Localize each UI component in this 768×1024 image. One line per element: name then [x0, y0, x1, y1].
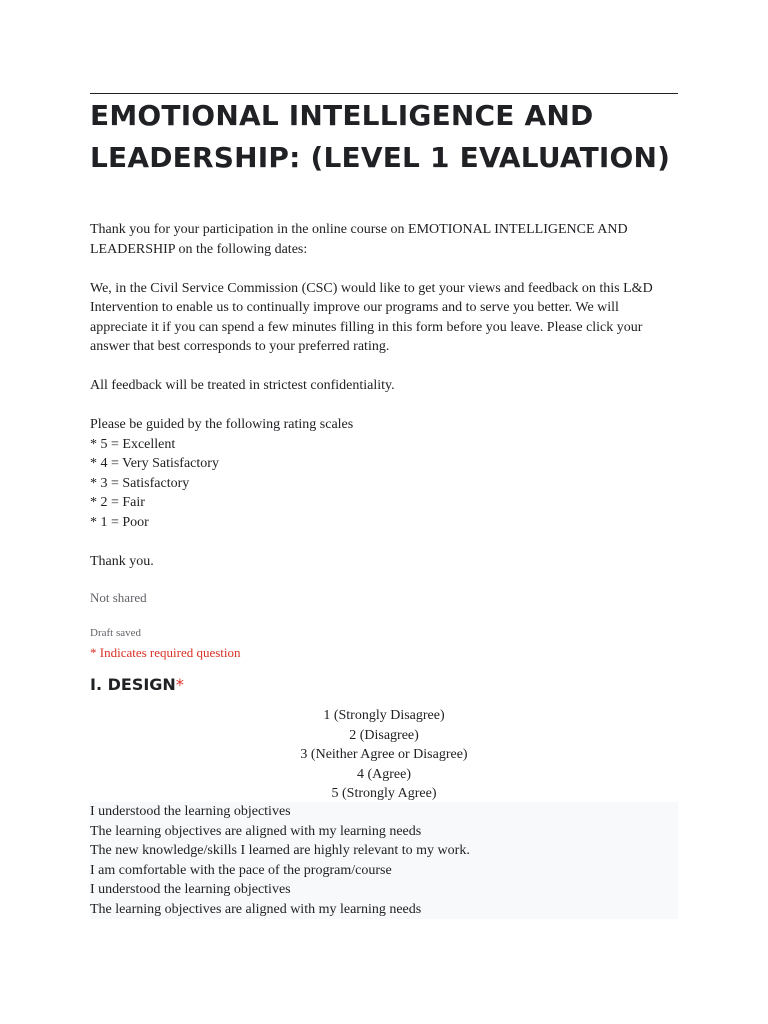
required-question-note: * Indicates required question [90, 645, 241, 660]
section-title-text: I. DESIGN [90, 675, 176, 694]
grid-row-label: The learning objectives are aligned with my learning needs [90, 901, 422, 917]
required-asterisk: * [175, 675, 184, 694]
draft-status: Draft saved [90, 627, 142, 639]
grid-column-headers [90, 706, 678, 804]
grid-row-label: I understood the learning objectives [90, 882, 291, 897]
description-request: We, in the Civil Service Commission (CSC) would like to get your views and feedback on this L&D Intervention to enable us to continually improve our programs and to serve you better. We will appreciate it if you can spend a few minutes filling in this form before you leave. Please click your answer that best corresponds to your preferred rating. [90, 280, 653, 354]
grid-row-label: The new knowledge/skills I learned are highly relevant to my work. [90, 843, 470, 858]
account-status: Not shared [90, 590, 147, 605]
title-divider [90, 93, 678, 94]
column-header-2: 2 (Disagree) [349, 727, 419, 743]
rating-scale-2: * 2 = Fair [90, 495, 145, 510]
column-header-4: 4 (Agree) [356, 766, 412, 782]
column-header-1: 1 (Strongly Disagree) [323, 708, 445, 723]
rating-scale-3: * 3 = Satisfactory [90, 475, 190, 491]
rating-scale-4: * 4 = Very Satisfactory [90, 456, 219, 471]
description-confidentiality: All feedback will be treated in strictest confidentiality. [90, 378, 395, 393]
grid-rows [90, 802, 678, 919]
grid-row-label: The learning objectives are aligned with my learning needs [90, 823, 422, 839]
form-title: EMOTIONAL INTELLIGENCE AND LEADERSHIP: (LEVEL 1 EVALUATION) [90, 99, 671, 174]
description-intro: Thank you for your participation in the online course on EMOTIONAL INTELLIGENCE AND LEADERSHIP on the following dates: [90, 222, 628, 257]
grid-row-label: I understood the learning objectives [90, 804, 291, 819]
column-header-3: 3 (Neither Agree or Disagree) [300, 747, 468, 762]
section-title [90, 675, 184, 694]
rating-guide: Please be guided by the following rating scales [90, 417, 354, 432]
description-thanks: Thank you. [90, 553, 154, 569]
column-header-5: 5 (Strongly Agree) [331, 786, 437, 801]
rating-scale-5: * 5 = Excellent [90, 436, 176, 452]
form-description [90, 220, 678, 571]
rating-scale-1: * 1 = Poor [90, 514, 149, 530]
grid-row-label: I am comfortable with the pace of the program/course [90, 862, 392, 878]
